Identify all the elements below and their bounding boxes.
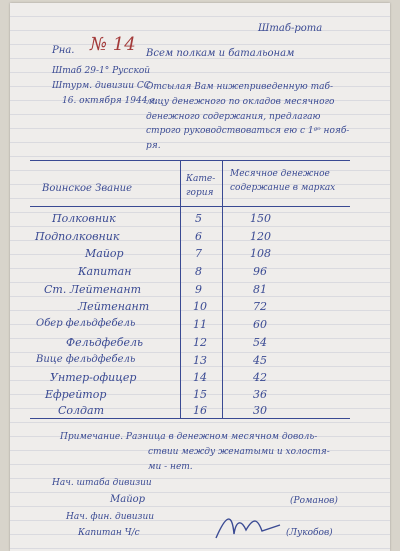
header-addressee: Всем полкам и батальонам bbox=[146, 48, 295, 59]
row-pay: 72 bbox=[253, 300, 267, 313]
row-pay: 96 bbox=[253, 265, 267, 278]
row-rank: Обер фельдфебель bbox=[36, 318, 136, 329]
signature-title-finance-chief: Нач. фин. дивизии bbox=[66, 512, 155, 522]
body-line-3: денежного содержания, предлагаю bbox=[146, 112, 321, 122]
header-top-right: Штаб-рота bbox=[258, 23, 323, 34]
header-number: № 14 bbox=[90, 34, 136, 55]
row-category: 13 bbox=[193, 354, 207, 367]
row-rank: Солдат bbox=[58, 404, 105, 417]
body-line-1: Отсылая Вам нижеприведенную таб- bbox=[146, 82, 334, 92]
note-line-1: Примечание. Разница в денежном месячном доволь- bbox=[60, 432, 318, 442]
row-pay: 45 bbox=[253, 354, 267, 367]
row-category: 9 bbox=[195, 283, 202, 296]
row-rank: Капитан bbox=[78, 265, 132, 278]
row-rank: Ефрейтор bbox=[45, 388, 107, 401]
origin-line-1: Штаб 29-1° Русской bbox=[52, 66, 151, 76]
table-header-pay: Месячное денежное содержание в марках bbox=[230, 169, 336, 193]
note-line-3: ми - нет. bbox=[148, 462, 193, 472]
row-rank: Полковник bbox=[52, 212, 116, 225]
row-category: 16 bbox=[193, 404, 207, 417]
row-rank: Ст. Лейтенант bbox=[44, 283, 142, 296]
header-rna: Рна. bbox=[52, 45, 75, 56]
row-pay: 30 bbox=[253, 404, 267, 417]
signature-name-romanov: (Романов) bbox=[290, 496, 338, 506]
row-pay: 108 bbox=[250, 247, 271, 260]
row-rank: Подполковник bbox=[35, 230, 120, 243]
signature-name-lukobov: (Лукобов) bbox=[286, 528, 333, 538]
body-line-5: ря. bbox=[146, 141, 161, 151]
row-pay: 150 bbox=[250, 212, 271, 225]
row-category: 7 bbox=[195, 247, 202, 260]
row-category: 10 bbox=[193, 300, 207, 313]
row-rank: Лейтенант bbox=[78, 300, 150, 313]
row-pay: 36 bbox=[253, 388, 267, 401]
row-category: 6 bbox=[195, 230, 202, 243]
row-category: 12 bbox=[193, 336, 207, 349]
row-rank: Вице фельдфебель bbox=[36, 354, 136, 365]
origin-line-3: 16. октября 1944 г. bbox=[62, 96, 158, 106]
signature-rank-captain: Капитан Ч/с bbox=[78, 528, 140, 538]
body-line-2: лицу денежного по окладов месячного bbox=[146, 97, 335, 107]
table-header-rank: Воинское Звание bbox=[42, 183, 133, 194]
row-pay: 42 bbox=[253, 371, 267, 384]
row-rank: Унтер-офицер bbox=[50, 371, 137, 384]
table-header-category: Кате- гория bbox=[186, 174, 216, 198]
row-category: 8 bbox=[195, 265, 202, 278]
row-category: 11 bbox=[193, 318, 207, 331]
row-rank: Фельдфебель bbox=[66, 336, 143, 349]
row-pay: 81 bbox=[253, 283, 267, 296]
origin-line-2: Штурм. дивизии СС bbox=[52, 81, 151, 91]
row-category: 14 bbox=[193, 371, 207, 384]
signature-rank-major: Майор bbox=[110, 494, 146, 505]
note-line-2: ствии между женатыми и холостя- bbox=[148, 447, 330, 457]
row-pay: 54 bbox=[253, 336, 267, 349]
row-rank: Майор bbox=[85, 247, 124, 260]
row-category: 15 bbox=[193, 388, 207, 401]
signature-title-chief-of-staff: Нач. штаба дивизии bbox=[52, 478, 152, 488]
row-pay: 120 bbox=[250, 230, 271, 243]
row-pay: 60 bbox=[253, 318, 267, 331]
body-line-4: строго руководствоваться ею с 1ᵍᵒ нояб- bbox=[146, 126, 350, 136]
row-category: 5 bbox=[195, 212, 202, 225]
